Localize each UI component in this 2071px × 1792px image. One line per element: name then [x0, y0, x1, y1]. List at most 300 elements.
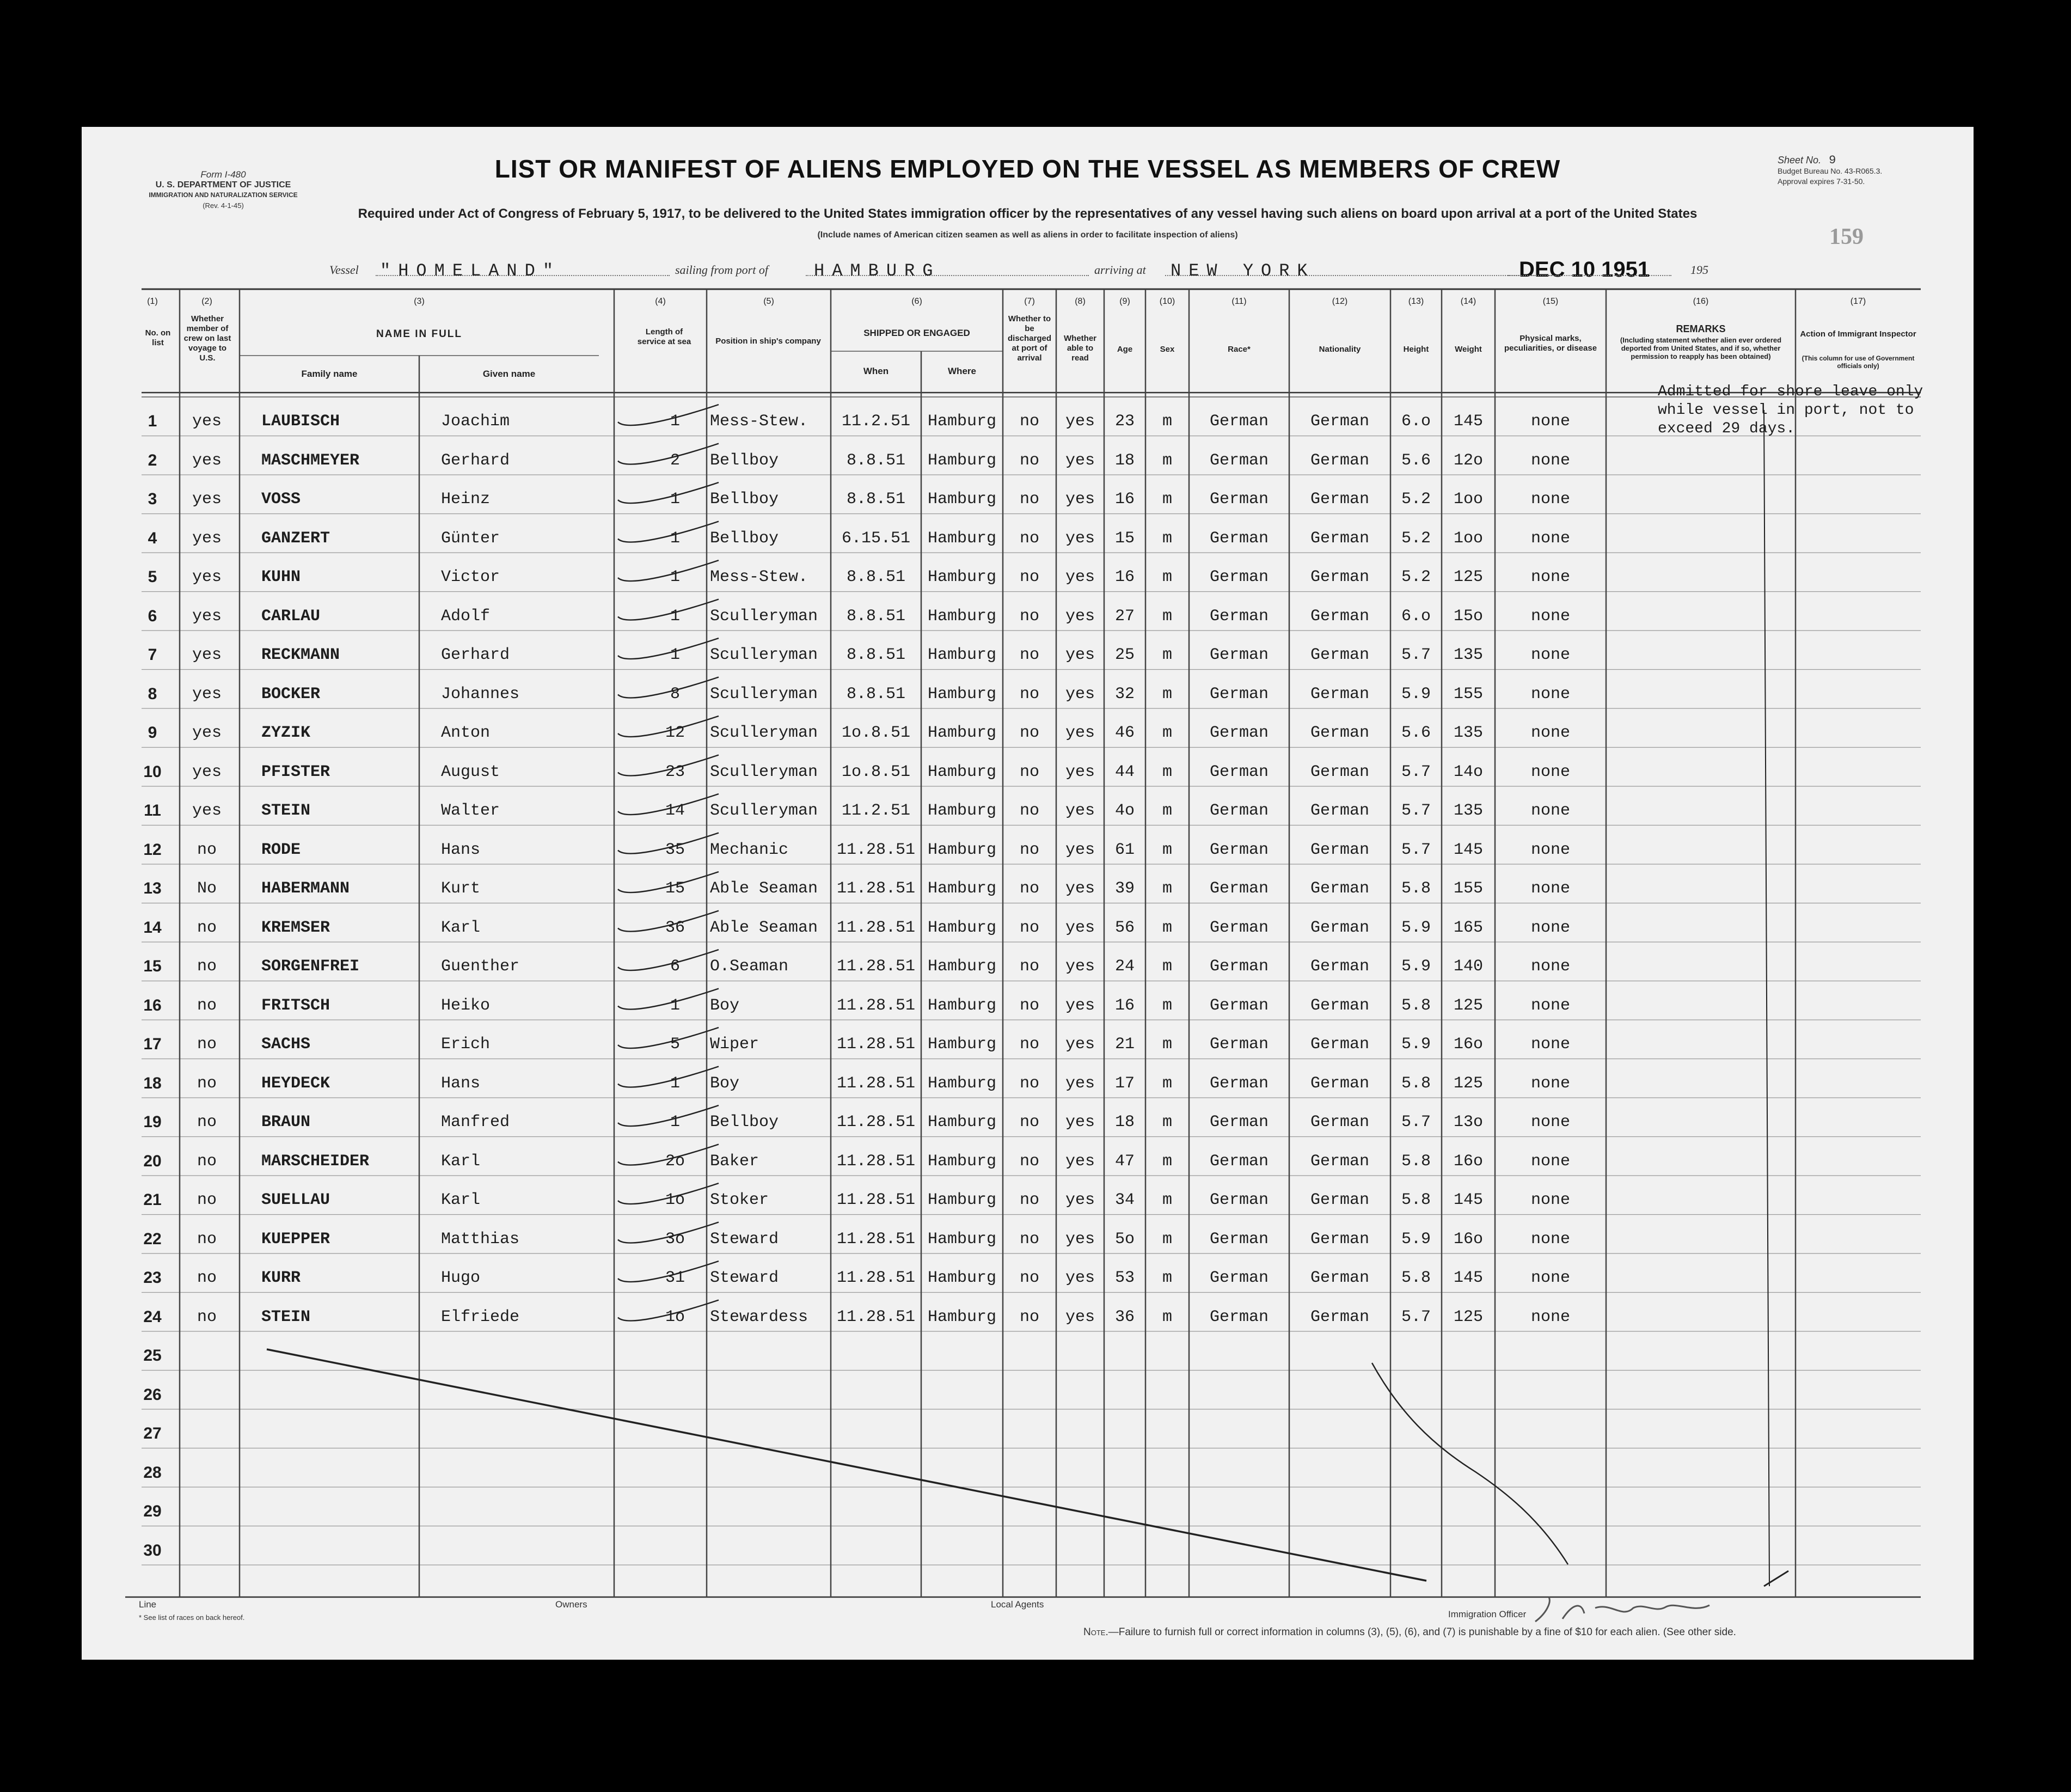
cell-age: 56 [1114, 918, 1135, 937]
cell-marks: none [1530, 568, 1570, 586]
col-header: Action of Immigrant Inspector [1800, 329, 1916, 339]
cell-sex: m [1162, 412, 1172, 431]
cell-position: Bellboy [710, 529, 779, 548]
cell-when: 11.28.51 [836, 1035, 916, 1054]
cell-marks: none [1530, 607, 1570, 626]
table-row [82, 1061, 1974, 1100]
cell-no: 16 [143, 996, 162, 1014]
cell-no: 15 [143, 957, 162, 975]
cell-age: 47 [1114, 1152, 1135, 1171]
cell-where: Hamburg [927, 490, 997, 509]
cell-age: 24 [1114, 957, 1135, 976]
cell-last: yes [192, 684, 222, 704]
cell-position: Bellboy [710, 1113, 779, 1132]
cell-sex: m [1162, 879, 1172, 898]
cell-family: KUEPPER [261, 1230, 330, 1249]
vessel-label: Vessel [329, 263, 359, 277]
cell-disch: no [1019, 490, 1039, 509]
col-header: Family name [301, 369, 358, 379]
cell-weight: 135 [1453, 802, 1483, 820]
cell-where: Hamburg [927, 1230, 997, 1249]
cell-when: 11.28.51 [836, 1307, 916, 1326]
cell-where: Hamburg [927, 918, 997, 937]
cell-marks: none [1530, 1269, 1570, 1287]
cell-nat: German [1310, 529, 1370, 548]
col-num: (11) [1231, 297, 1247, 306]
cell-race: German [1209, 1307, 1269, 1326]
cell-marks: none [1530, 1230, 1570, 1249]
cell-when: 8.8.51 [846, 684, 906, 704]
cell-age: 16 [1114, 490, 1135, 509]
cell-family: SACHS [261, 1035, 311, 1054]
table-row [82, 438, 1974, 477]
cell-age: 61 [1114, 840, 1135, 859]
cell-no: 21 [143, 1191, 162, 1209]
cell-read: yes [1065, 1074, 1095, 1093]
cell-position: Bellboy [710, 490, 779, 509]
cell-family: HABERMANN [261, 879, 350, 898]
cell-service: 2o [665, 1152, 685, 1171]
cell-weight: 165 [1453, 918, 1483, 937]
cell-position: Sculleryman [710, 802, 818, 820]
cell-family: CARLAU [261, 607, 321, 626]
cell-nat: German [1310, 568, 1370, 586]
cell-age: 5o [1114, 1230, 1135, 1249]
cell-age: 23 [1114, 412, 1135, 431]
cell-read: yes [1065, 1191, 1095, 1209]
table-row [82, 672, 1974, 711]
cell-race: German [1209, 840, 1269, 859]
cell-when: 11.28.51 [836, 1152, 916, 1171]
cell-race: German [1209, 1230, 1269, 1249]
table-row [82, 1451, 1974, 1489]
cell-nat: German [1310, 996, 1370, 1015]
cell-when: 11.28.51 [836, 1230, 916, 1249]
cell-marks: none [1530, 1074, 1570, 1093]
cell-when: 11.28.51 [836, 957, 916, 976]
pen-mark [1764, 1571, 1788, 1586]
cell-where: Hamburg [927, 724, 997, 742]
cell-marks: none [1530, 918, 1570, 937]
cell-disch: no [1019, 762, 1039, 781]
cell-service: 1o [665, 1191, 685, 1209]
cell-position: Sculleryman [710, 684, 818, 704]
cell-where: Hamburg [927, 529, 997, 548]
cell-marks: none [1530, 1035, 1570, 1054]
cell-disch: no [1019, 684, 1039, 704]
col-header: No. on list [145, 328, 171, 347]
cell-sex: m [1162, 957, 1172, 976]
col-num: (13) [1408, 297, 1424, 306]
cell-family: HEYDECK [261, 1074, 330, 1093]
cell-age: 18 [1114, 451, 1135, 470]
cell-nat: German [1310, 1307, 1370, 1326]
cell-last: no [197, 1074, 217, 1093]
col-header: (Including statement whether alien ever ordered deported from United States, and if so, whether permission to reapply has been obtained) [1620, 336, 1782, 360]
vessel-name: "HOMELAND" [380, 261, 561, 281]
cell-nat: German [1310, 957, 1370, 976]
cell-last: no [197, 1269, 217, 1287]
cell-nat: German [1310, 1035, 1370, 1054]
cell-family: STEIN [261, 1307, 311, 1326]
cell-race: German [1209, 1191, 1269, 1209]
table-row [82, 1411, 1974, 1450]
cell-service: 15 [665, 879, 685, 898]
cell-family: RECKMANN [261, 646, 340, 664]
cell-no: 14 [143, 918, 162, 937]
port-to: NEW YORK [1171, 261, 1315, 281]
cell-family: VOSS [261, 490, 301, 509]
cell-race: German [1209, 724, 1269, 742]
cell-read: yes [1065, 529, 1095, 548]
cell-where: Hamburg [927, 840, 997, 859]
cell-last: no [197, 1113, 217, 1132]
cell-position: Stewardess [710, 1307, 808, 1326]
cell-position: Mess-Stew. [710, 412, 808, 431]
cell-disch: no [1019, 802, 1039, 820]
cell-weight: 14o [1453, 762, 1483, 781]
cell-given: Matthias [441, 1230, 520, 1249]
col-header: Physical marks, peculiarities, or disease [1504, 334, 1597, 353]
cell-family: MASCHMEYER [261, 451, 360, 470]
cell-weight: 140 [1453, 957, 1483, 976]
cell-service: 14 [665, 802, 685, 820]
cell-service: 8 [670, 684, 680, 704]
cell-no: 13 [143, 879, 162, 897]
cell-given: Karl [441, 1152, 481, 1171]
cell-position: Wiper [710, 1035, 759, 1054]
cell-weight: 16o [1453, 1230, 1483, 1249]
page-title: LIST OR MANIFEST OF ALIENS EMPLOYED ON THE VESSEL AS MEMBERS OF CREW [494, 155, 1561, 183]
cell-read: yes [1065, 762, 1095, 781]
cell-when: 6.15.51 [841, 529, 911, 548]
cell-age: 34 [1114, 1191, 1135, 1209]
col-num: (12) [1332, 297, 1348, 306]
department: U. S. DEPARTMENT OF JUSTICE [155, 180, 291, 189]
cell-sex: m [1162, 646, 1172, 664]
note-label: Note. [1083, 1626, 1108, 1638]
cell-sex: m [1162, 840, 1172, 859]
cell-where: Hamburg [927, 646, 997, 664]
cell-nat: German [1310, 684, 1370, 704]
cell-position: Steward [710, 1269, 779, 1287]
cell-height: 5.2 [1401, 490, 1431, 509]
cell-nat: German [1310, 607, 1370, 626]
budget-bureau: Budget Bureau No. 43-R065.3. [1778, 167, 1883, 175]
remarks-line: while vessel in port, not to [1658, 402, 1914, 419]
cell-position: Sculleryman [710, 607, 818, 626]
cell-when: 11.28.51 [836, 996, 916, 1015]
cell-position: Baker [710, 1152, 759, 1171]
cell-where: Hamburg [927, 1307, 997, 1326]
col-header: Whether able to read [1064, 334, 1096, 363]
cell-marks: none [1530, 490, 1570, 509]
cell-race: German [1209, 568, 1269, 586]
cell-height: 6.o [1401, 412, 1431, 431]
cell-marks: none [1530, 412, 1570, 431]
cell-disch: no [1019, 1074, 1039, 1093]
cell-height: 5.8 [1401, 996, 1431, 1015]
cell-position: Boy [710, 996, 740, 1015]
cell-weight: 145 [1453, 840, 1483, 859]
cell-weight: 125 [1453, 996, 1483, 1015]
cell-race: German [1209, 1152, 1269, 1171]
cell-position: Mess-Stew. [710, 568, 808, 586]
form-number: Form I-480 [200, 169, 246, 180]
cell-where: Hamburg [927, 1191, 997, 1209]
cell-weight: 16o [1453, 1152, 1483, 1171]
cell-last: yes [192, 802, 222, 820]
col-num: (17) [1850, 297, 1866, 306]
cell-read: yes [1065, 412, 1095, 431]
cell-where: Hamburg [927, 879, 997, 898]
cell-marks: none [1530, 762, 1570, 781]
cell-nat: German [1310, 451, 1370, 470]
col-header: Weight [1455, 345, 1482, 354]
col-header: Whether member of crew on last voyage to U.S. [183, 314, 231, 363]
cell-no: 27 [143, 1424, 162, 1442]
cell-nat: German [1310, 490, 1370, 509]
cell-no: 7 [148, 646, 157, 664]
cell-last: yes [192, 762, 222, 781]
cell-given: Hans [441, 840, 481, 859]
cell-height: 5.6 [1401, 724, 1431, 742]
cell-no: 20 [143, 1152, 162, 1170]
cell-position: Steward [710, 1230, 779, 1249]
table-row [82, 633, 1974, 671]
cell-read: yes [1065, 918, 1095, 937]
cell-age: 25 [1114, 646, 1135, 664]
table-row [82, 555, 1974, 594]
table-row [82, 711, 1974, 749]
cell-race: German [1209, 1113, 1269, 1132]
cell-age: 16 [1114, 996, 1135, 1015]
cell-race: German [1209, 529, 1269, 548]
table-row [82, 477, 1974, 516]
cell-race: German [1209, 996, 1269, 1015]
cell-height: 5.9 [1401, 1035, 1431, 1054]
cell-last: yes [192, 412, 222, 431]
race-footnote: * See list of races on back hereof. [139, 1613, 245, 1622]
cell-age: 16 [1114, 568, 1135, 586]
col-num: (10) [1159, 297, 1175, 306]
col-header: Height [1403, 345, 1429, 354]
year-suffix: 195 [1690, 263, 1708, 277]
cell-where: Hamburg [927, 762, 997, 781]
col-num: (15) [1542, 297, 1559, 306]
cell-sex: m [1162, 607, 1172, 626]
cell-service: 1 [670, 646, 680, 664]
cell-age: 44 [1114, 762, 1135, 781]
cell-family: PFISTER [261, 762, 330, 781]
cell-no: 19 [143, 1113, 162, 1131]
cell-disch: no [1019, 568, 1039, 586]
cell-nat: German [1310, 1152, 1370, 1171]
cell-no: 4 [148, 529, 157, 547]
cell-given: Heiko [441, 996, 491, 1015]
cell-disch: no [1019, 879, 1039, 898]
cell-where: Hamburg [927, 1035, 997, 1054]
cell-nat: German [1310, 1230, 1370, 1249]
cell-family: BOCKER [261, 684, 321, 704]
cell-position: Bellboy [710, 451, 779, 470]
cell-height: 5.9 [1401, 918, 1431, 937]
cell-weight: 125 [1453, 1307, 1483, 1326]
cell-age: 4o [1114, 802, 1135, 820]
cell-weight: 12o [1453, 451, 1483, 470]
col-num: (5) [763, 297, 774, 306]
cell-service: 2 [670, 451, 680, 470]
cell-when: 11.28.51 [836, 1074, 916, 1093]
cell-sex: m [1162, 529, 1172, 548]
cell-height: 5.8 [1401, 1269, 1431, 1287]
cell-race: German [1209, 490, 1269, 509]
cell-family: RODE [261, 840, 301, 859]
table-row [82, 1139, 1974, 1178]
cell-race: German [1209, 957, 1269, 976]
col-num: (9) [1119, 297, 1130, 306]
table-row [82, 866, 1974, 905]
cell-disch: no [1019, 957, 1039, 976]
cell-no: 10 [143, 762, 162, 781]
cell-where: Hamburg [927, 607, 997, 626]
table-row [82, 828, 1974, 866]
approval-expiry: Approval expires 7-31-50. [1778, 177, 1865, 186]
col-num: (3) [414, 297, 425, 306]
cell-sex: m [1162, 1269, 1172, 1287]
table-row [82, 1295, 1974, 1334]
arrival-date: DEC 10 1951 [1519, 258, 1650, 282]
cell-race: German [1209, 762, 1269, 781]
cell-disch: no [1019, 607, 1039, 626]
cell-service: 6 [670, 957, 680, 976]
cell-where: Hamburg [927, 1152, 997, 1171]
table-row [82, 1489, 1974, 1528]
cell-last: no [197, 1307, 217, 1326]
cell-no: 22 [143, 1230, 162, 1248]
cell-age: 21 [1114, 1035, 1135, 1054]
cell-position: Mechanic [710, 840, 789, 859]
cell-no: 6 [148, 607, 157, 625]
cell-no: 3 [148, 490, 157, 508]
table-row [82, 788, 1974, 827]
cell-last: yes [192, 724, 222, 742]
cell-given: Elfriede [441, 1307, 520, 1326]
cell-where: Hamburg [927, 684, 997, 704]
cell-marks: none [1530, 684, 1570, 704]
footer-owners-label: Owners [555, 1599, 587, 1610]
cell-when: 11.28.51 [836, 1269, 916, 1287]
cell-service: 1 [670, 568, 680, 586]
cell-sex: m [1162, 451, 1172, 470]
cell-age: 17 [1114, 1074, 1135, 1093]
cell-position: Sculleryman [710, 762, 818, 781]
col-num: (6) [911, 297, 922, 306]
cell-family: KURR [261, 1269, 301, 1287]
cell-when: 8.8.51 [846, 568, 906, 586]
cell-marks: none [1530, 1113, 1570, 1132]
cell-disch: no [1019, 451, 1039, 470]
cell-read: yes [1065, 802, 1095, 820]
cell-position: Stoker [710, 1191, 769, 1209]
col-header: Sex [1160, 345, 1175, 354]
cell-service: 35 [665, 840, 685, 859]
cell-marks: none [1530, 451, 1570, 470]
cell-marks: none [1530, 1152, 1570, 1171]
cell-read: yes [1065, 840, 1095, 859]
remarks-line: exceed 29 days. [1658, 420, 1796, 437]
cell-service: 1 [670, 529, 680, 548]
cell-race: German [1209, 1035, 1269, 1054]
cell-no: 2 [148, 451, 157, 469]
cell-no: 29 [143, 1502, 162, 1520]
page-subnote: (Include names of American citizen seamen as well as aliens in order to facilitate inspection of aliens) [817, 230, 1238, 240]
col-num: (7) [1024, 297, 1035, 306]
col-header: Whether to be discharged at port of arrival [1007, 314, 1052, 363]
note-text: —Failure to furnish full or correct information in columns (3), (5), (6), and (7) is punishable by a fine of $10 for each alien. (See other side. [1108, 1626, 1736, 1638]
cell-last: yes [192, 451, 222, 470]
cell-where: Hamburg [927, 1113, 997, 1132]
cell-height: 5.7 [1401, 840, 1431, 859]
col-header: SHIPPED OR ENGAGED [863, 328, 970, 338]
cell-marks: none [1530, 1191, 1570, 1209]
cell-weight: 1oo [1453, 529, 1483, 548]
cell-height: 5.8 [1401, 1074, 1431, 1093]
cell-read: yes [1065, 724, 1095, 742]
cell-height: 5.8 [1401, 879, 1431, 898]
cell-position: Sculleryman [710, 646, 818, 664]
cell-position: Boy [710, 1074, 740, 1093]
cell-no: 25 [143, 1347, 162, 1365]
cell-where: Hamburg [927, 802, 997, 820]
cell-disch: no [1019, 996, 1039, 1015]
cell-no: 1 [148, 412, 157, 430]
table-row [82, 983, 1974, 1022]
cell-sex: m [1162, 918, 1172, 937]
sheet-number: 9 [1829, 154, 1836, 167]
cell-age: 39 [1114, 879, 1135, 898]
page-subtitle: Required under Act of Congress of February 5, 1917, to be delivered to the United States immigration officer by the representatives of any vessel having such aliens on board upon arrival at a port of the United States [358, 206, 1698, 221]
cell-no: 5 [148, 568, 157, 586]
table-row [82, 906, 1974, 944]
col-header: Race* [1228, 345, 1251, 354]
col-header: NAME IN FULL [376, 328, 463, 340]
manifest-sheet [82, 127, 1974, 1660]
cell-sex: m [1162, 1307, 1172, 1326]
cell-family: STEIN [261, 802, 311, 820]
cell-height: 5.2 [1401, 568, 1431, 586]
cell-last: no [197, 1152, 217, 1171]
cell-race: German [1209, 1269, 1269, 1287]
cell-where: Hamburg [927, 451, 997, 470]
cell-last: No [197, 879, 217, 898]
table-row [82, 1178, 1974, 1216]
cell-read: yes [1065, 1113, 1095, 1132]
cell-marks: none [1530, 840, 1570, 859]
cell-nat: German [1310, 1113, 1370, 1132]
cell-age: 53 [1114, 1269, 1135, 1287]
col-num: (8) [1075, 297, 1086, 306]
cell-no: 9 [148, 724, 157, 742]
cell-sex: m [1162, 1230, 1172, 1249]
cell-last: no [197, 1191, 217, 1209]
cell-no: 28 [143, 1463, 162, 1482]
cell-when: 1o.8.51 [841, 724, 911, 742]
cell-service: 12 [665, 724, 685, 742]
remarks-line: Admitted for shore leave only [1658, 383, 1923, 400]
cell-age: 32 [1114, 684, 1135, 704]
cell-nat: German [1310, 1191, 1370, 1209]
